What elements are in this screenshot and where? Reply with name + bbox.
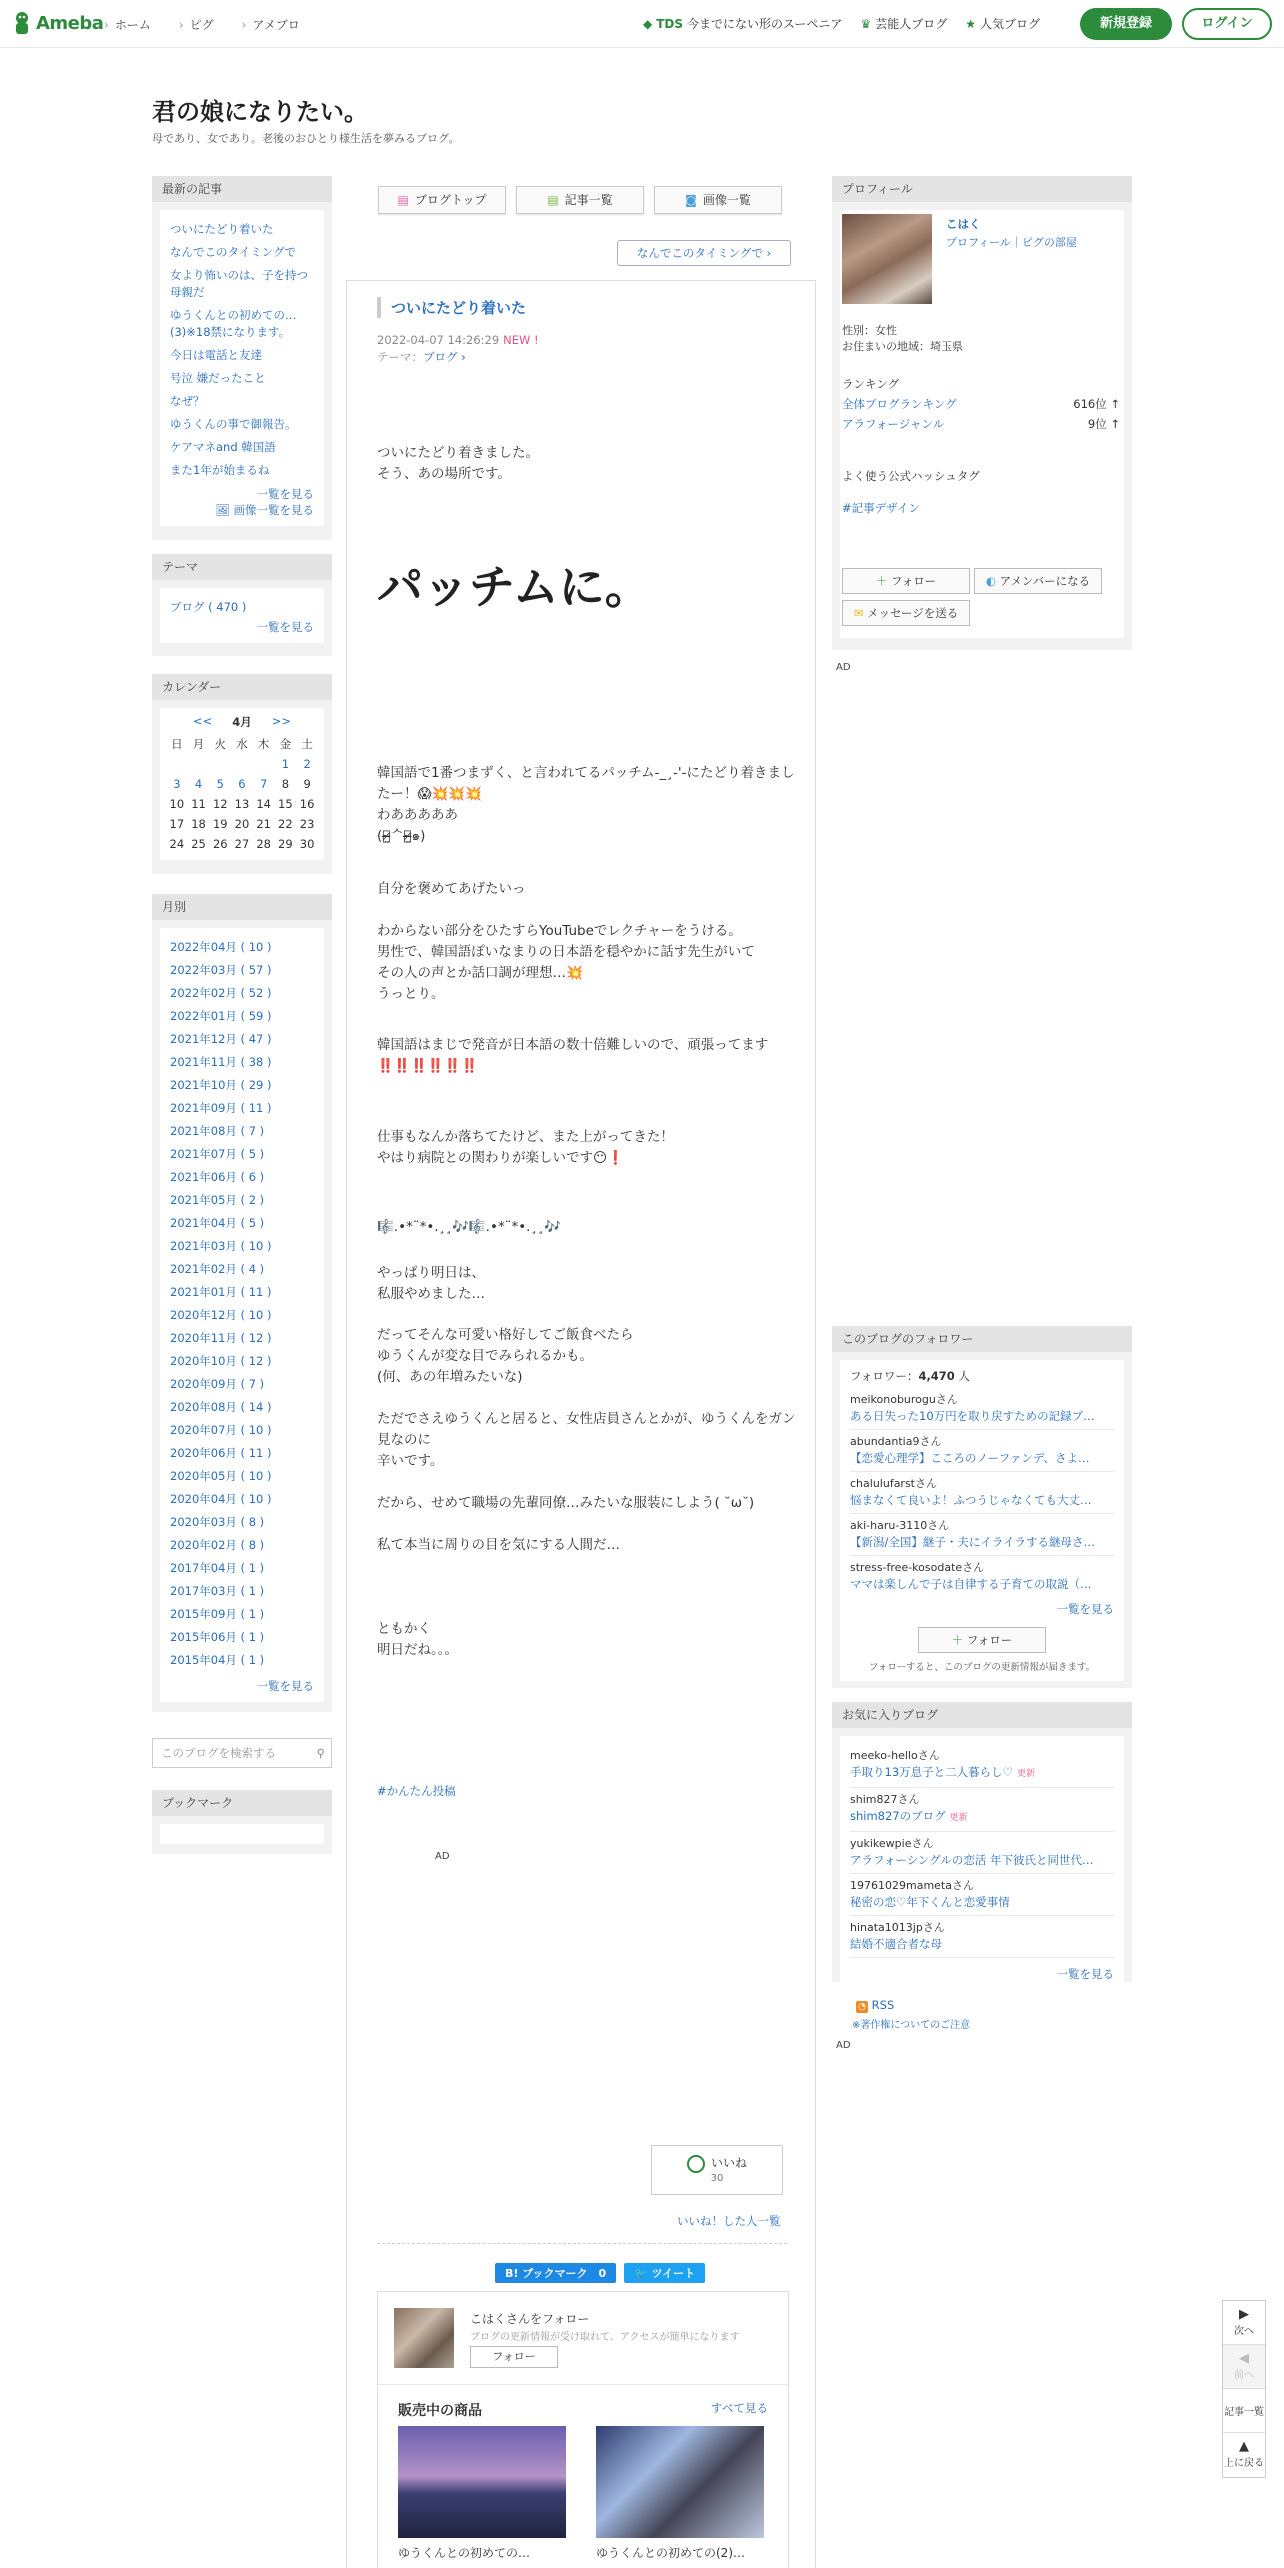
article-paragraph: ともかく 明日だね。。。 — [377, 1621, 458, 1658]
follower-item[interactable] — [850, 1472, 1114, 1514]
monthly-archive-link[interactable]: 2021年05月 ( 2 ) — [170, 1193, 265, 1207]
calendar-week — [166, 814, 318, 834]
monthly-archive-link[interactable]: 2021年08月 ( 7 ) — [170, 1124, 265, 1138]
divider — [378, 2384, 788, 2385]
follow-card-title: こはくさんをフォロー — [470, 2312, 590, 2326]
hatena-bookmark-button[interactable]: B! ブックマーク 0 — [495, 2263, 616, 2283]
product-image[interactable] — [398, 2426, 566, 2538]
ad-label: AD — [836, 2040, 851, 2051]
weekday: 土 — [301, 737, 313, 751]
ad-label: AD — [435, 1851, 450, 1862]
calendar-day: 27 — [234, 837, 250, 851]
monthly-archive-link[interactable]: 2020年11月 ( 12 ) — [170, 1331, 272, 1345]
popular-label: 人気ブログ — [979, 17, 1040, 31]
favorite-item[interactable] — [850, 1874, 1114, 1916]
monthly-archive-link[interactable]: 2022年02月 ( 52 ) — [170, 986, 272, 1000]
crown-icon: ♛ — [860, 16, 872, 31]
follow-button[interactable] — [918, 1627, 1046, 1653]
ranking-genre-value: 9位 ↑ — [1087, 417, 1120, 431]
calendar-day-link[interactable]: 3 — [173, 777, 181, 791]
favorite-title-row[interactable] — [850, 1808, 1114, 1827]
calendar-day: 10 — [169, 797, 185, 811]
favorite-item[interactable] — [850, 1916, 1114, 1958]
author-avatar[interactable] — [394, 2308, 454, 2368]
article-paragraph: 私て本当に周りの目を気にする人間だ… — [377, 1537, 620, 1553]
hashtag-label: よく使う公式ハッシュタグ — [842, 469, 980, 483]
followers-unit: 人 — [958, 1369, 970, 1383]
plus-icon: ＋ — [875, 574, 891, 588]
celeb-label: 芸能人ブログ — [875, 17, 948, 31]
monthly-archive-link[interactable]: 2020年10月 ( 12 ) — [170, 1354, 272, 1368]
logo-text: Ameba — [36, 12, 104, 34]
image-list-link[interactable] — [170, 502, 314, 518]
blog-title[interactable]: 君の娘になりたい。 — [152, 98, 368, 126]
image-list-label: 画像一覧を見る — [233, 503, 314, 517]
share-buttons — [495, 2263, 705, 2283]
article-paragraph: わからない部分をひたすらYouTubeでレクチャーをうける。 男性で、韓国語ぽいなまりの日本語を穏やかに話す先生がいて その人の声とか話口調が理想…💥 うっとり。 — [377, 923, 755, 1002]
date-text: 2022-04-07 14:26:29 — [377, 333, 500, 347]
like-button[interactable] — [651, 2145, 783, 2195]
nav-ameblo[interactable]: › アメブロ — [242, 16, 300, 33]
tds-tag: TDS — [656, 16, 684, 31]
list-icon: ▤ — [547, 193, 559, 207]
article — [346, 280, 816, 2568]
recent-posts-heading: 最新の記事 — [152, 176, 332, 202]
article-paragraph: だから、せめて職場の先輩同僚…みたいな服装にしよう( ˘ω˘) — [377, 1495, 755, 1511]
recent-posts-panel — [152, 176, 332, 540]
calendar-day: 12 — [212, 797, 228, 811]
calendar-day: 18 — [191, 817, 206, 831]
theme-more-link[interactable]: 一覧を見る — [256, 620, 314, 634]
calendar-day-link[interactable]: 1 — [281, 757, 290, 771]
blog-description: 母であり、女であり。老後のおひとり様生活を夢みるブログ。 — [152, 132, 460, 145]
plus-icon: ＋ — [951, 1633, 967, 1647]
products-see-all-link[interactable]: すべて見る — [710, 2401, 768, 2415]
ranking-label: ランキング — [842, 377, 900, 391]
article-paragraph: やっぱり明日は、 私服やめました… — [377, 1265, 485, 1302]
article-date — [377, 333, 539, 347]
theme-label: テーマ： — [377, 350, 423, 364]
article-list-button[interactable] — [1223, 2389, 1265, 2433]
follower-blog-title[interactable]: 悩まなくて良いよ！ふつうじゃなくても大丈… — [850, 1493, 1092, 1507]
ad-label: AD — [836, 662, 851, 673]
header-links — [643, 15, 1040, 32]
weekday: 木 — [257, 737, 270, 751]
followers-heading: このブログのフォロワー — [832, 1326, 1132, 1352]
follower-id: abundantia9さん — [850, 1435, 942, 1448]
prev-post-button[interactable] — [1223, 2345, 1265, 2389]
theme-panel — [152, 554, 332, 656]
calendar-day: 30 — [299, 837, 315, 851]
monthly-archive-link[interactable]: 2021年09月 ( 11 ) — [170, 1101, 272, 1115]
monthly-archive-link[interactable]: 2020年12月 ( 10 ) — [170, 1308, 272, 1322]
recent-post-link[interactable]: 号泣 嫌だったこと — [170, 371, 266, 385]
monthly-archive-link[interactable]: 2015年04月 ( 1 ) — [170, 1653, 265, 1667]
favorite-title[interactable]: 結婚不適合者な母 — [850, 1937, 942, 1951]
calendar-table — [166, 734, 318, 854]
follower-item[interactable] — [850, 1556, 1114, 1597]
chevron-right-icon: › — [461, 350, 466, 364]
calendar-day: 16 — [299, 797, 315, 811]
profile-link[interactable]: プロフィール｜ピグの部屋 — [946, 236, 1077, 249]
nav-home[interactable]: › ホーム — [104, 16, 151, 33]
global-header — [0, 0, 1284, 48]
prev-label: 前へ — [1234, 2370, 1254, 2381]
nav-pigg[interactable]: › ピグ — [179, 16, 214, 33]
monthly-archive-link[interactable]: 2022年04月 ( 10 ) — [170, 940, 272, 954]
favorite-id: meeko-helloさん — [850, 1749, 940, 1762]
calendar-day: 28 — [256, 837, 271, 851]
calendar-weekday-row — [166, 734, 318, 754]
weekday: 火 — [214, 737, 226, 751]
calendar-next[interactable]: >> — [271, 714, 292, 728]
favorite-id: hinata1013jpさん — [850, 1921, 945, 1934]
calendar-day: 21 — [256, 817, 271, 831]
new-badge: NEW ! — [503, 333, 539, 347]
calendar-heading: カレンダー — [152, 674, 332, 700]
tweet-button[interactable] — [624, 2263, 705, 2283]
recent-post-link[interactable]: 女より怖いのは、子を持つ母親だ — [170, 268, 308, 299]
weekday: 日 — [171, 737, 183, 751]
monthly-archive-panel — [152, 894, 332, 1712]
monthly-archive-link[interactable]: 2022年01月 ( 59 ) — [170, 1009, 272, 1023]
calendar-day: 26 — [212, 837, 228, 851]
triangle-up-icon: ▲ — [1239, 2439, 1249, 2454]
calendar-day — [209, 754, 231, 774]
tab-label: ブログトップ — [414, 193, 487, 207]
page-icon: ▤ — [397, 193, 409, 207]
article-paragraph: 自分を褒めてあげたいっ — [377, 881, 526, 897]
favorite-title[interactable]: 秘密の恋♡年下くんと恋愛事情 — [850, 1895, 1010, 1909]
search-icon[interactable]: ⚲ — [316, 1746, 325, 1760]
monthly-archive-link[interactable]: 2021年06月 ( 6 ) — [170, 1170, 265, 1184]
recent-post-link[interactable]: なんでこのタイミングで — [170, 245, 297, 259]
monthly-archive-link[interactable]: 2015年06月 ( 1 ) — [170, 1630, 265, 1644]
bookmark-heading: ブックマーク — [152, 1790, 332, 1816]
image-icon: 🖼 — [215, 503, 234, 517]
calendar-day: 17 — [169, 817, 185, 831]
theme-link[interactable]: ブログ — [423, 350, 458, 364]
calendar-day: 22 — [278, 817, 293, 831]
favorite-item[interactable] — [850, 1744, 1114, 1788]
recent-post-link[interactable]: ついにたどり着いた — [170, 222, 274, 236]
calendar-day-link[interactable]: 7 — [260, 777, 268, 791]
article-paragraph: だってそんな可愛い格好してご飯食べたら ゆうくんが変な目でみられるかも。 (何、あの年増みたいな) — [377, 1327, 634, 1385]
calendar-panel — [152, 674, 332, 874]
weekday: 月 — [192, 737, 205, 751]
ranking-overall-value: 616位 ↑ — [1073, 397, 1120, 411]
calendar-week — [166, 794, 318, 814]
favorite-id: shim827さん — [850, 1793, 920, 1806]
monthly-archive-link[interactable]: 2021年12月 ( 47 ) — [170, 1032, 272, 1046]
monthly-archive-link[interactable]: 2020年08月 ( 14 ) — [170, 1400, 272, 1414]
monthly-archive-link[interactable]: 2020年05月 ( 10 ) — [170, 1469, 272, 1483]
theme-item-link[interactable]: ブログ ( 470 ) — [170, 600, 247, 614]
profile-panel — [832, 176, 1132, 650]
monthly-archive-link[interactable]: 2017年04月 ( 1 ) — [170, 1561, 265, 1575]
header-link-celeb[interactable] — [860, 15, 947, 32]
follower-blog-title[interactable]: ある日失った10万円を取り戻すための記録ブ… — [850, 1409, 1095, 1423]
follow-label: フォロー — [890, 574, 937, 588]
monthly-archive-link[interactable]: 2021年07月 ( 5 ) — [170, 1147, 265, 1161]
copyright-notice-link[interactable]: ※著作権についてのご注意 — [852, 2020, 971, 2031]
blog-tabs — [378, 186, 782, 214]
like-row — [652, 2154, 782, 2173]
calendar-week — [166, 754, 318, 774]
list-label: 記事一覧 — [1224, 2407, 1264, 2418]
amember-button[interactable] — [974, 568, 1102, 594]
calendar-day-link[interactable]: 6 — [238, 777, 246, 791]
recent-post-link[interactable]: ゆうくんの事で御報告。 — [170, 417, 297, 431]
register-button[interactable]: 新規登録 — [1080, 8, 1172, 40]
monthly-archive-link[interactable]: 2020年04月 ( 10 ) — [170, 1492, 272, 1506]
recent-more-link[interactable]: 一覧を見る — [256, 487, 314, 501]
calendar-day: 15 — [278, 797, 293, 811]
triangle-right-icon: ▶ — [1239, 2307, 1249, 2322]
monthly-more-link[interactable]: 一覧を見る — [256, 1679, 314, 1693]
rss-icon: ◔ — [856, 2001, 868, 2013]
calendar-day — [231, 754, 253, 774]
article-paragraph: 🎼.•*¨*•.¸¸🎶🎼.•*¨*•.¸¸🎶 — [377, 1219, 561, 1235]
header-link-tds[interactable] — [643, 15, 842, 32]
monthly-archive-link[interactable]: 2020年07月 ( 10 ) — [170, 1423, 272, 1437]
calendar-day: 9 — [303, 777, 311, 791]
like-count: 30 — [710, 2172, 724, 2184]
article-heading-large: パッチムに。 — [377, 560, 651, 614]
follower-blog-title[interactable]: 【新潟/全国】継子・夫にイライラする継母さ… — [850, 1535, 1096, 1549]
article-title[interactable]: ついにたどり着いた — [377, 297, 526, 318]
floating-side-nav — [1222, 2300, 1266, 2478]
calendar-body — [160, 708, 324, 860]
followers-count-row — [850, 1368, 1114, 1384]
calendar-week — [166, 774, 318, 794]
favorite-blogs-panel — [832, 1702, 1132, 1982]
favorite-title-row[interactable] — [850, 1764, 1114, 1783]
article-hashtag[interactable]: #かんたん投稿 — [377, 1784, 456, 1798]
calendar-day: 23 — [299, 817, 315, 831]
monthly-archive-link[interactable]: 2021年01月 ( 11 ) — [170, 1285, 272, 1299]
follower-id: aki-haru-3110さん — [850, 1519, 950, 1532]
calendar-day: 11 — [191, 797, 206, 811]
favorites-heading: お気に入りブログ — [832, 1702, 1132, 1728]
follow-button[interactable] — [842, 568, 970, 594]
tab-article-list[interactable] — [516, 186, 644, 214]
calendar-day: 8 — [281, 777, 290, 791]
followers-more-link[interactable]: 一覧を見る — [1056, 1602, 1114, 1616]
follower-id: stress-free-kosodateさん — [850, 1561, 985, 1574]
followers-count: 4,470 — [918, 1369, 955, 1383]
official-hashtag-link[interactable]: #記事デザイン — [842, 501, 920, 515]
article-paragraph: 韓国語はまじで発音が日本語の数十倍難しいので、頑張ってます ‼️‼️‼️‼️‼️‼️ — [377, 1037, 769, 1074]
calendar-day-link[interactable]: 5 — [216, 777, 224, 791]
favorites-more-link[interactable]: 一覧を見る — [1056, 1967, 1114, 1981]
monthly-archive-link[interactable]: 2021年11月 ( 38 ) — [170, 1055, 272, 1069]
like-label: いいね — [710, 2156, 747, 2170]
recent-post-link[interactable]: 今日は電話と友達 — [170, 348, 262, 362]
monthly-list — [160, 928, 324, 1702]
favorite-id: 19761029mametaさん — [850, 1879, 974, 1892]
recent-post-link[interactable]: なぜ？ — [170, 394, 205, 408]
blog-search-input[interactable] — [152, 1738, 332, 1768]
rss-label: RSS — [871, 1998, 895, 2012]
followers-body — [840, 1360, 1124, 1681]
article-paragraph: ついにたどり着きました。 そう、あの場所です。 — [377, 445, 539, 482]
next-label: 次へ — [1234, 2326, 1254, 2337]
triangle-left-icon: ◀ — [1239, 2351, 1249, 2366]
calendar-day: 19 — [212, 817, 228, 831]
monthly-archive-link[interactable]: 2020年09月 ( 7 ) — [170, 1377, 265, 1391]
favorite-title: 手取り13万息子と二人暮らし♡ — [850, 1765, 1013, 1779]
message-label: メッセージを送る — [866, 606, 959, 620]
search-placeholder: このブログを検索する — [161, 1746, 276, 1760]
tds-label: 今までにない形のスーペニア — [687, 17, 843, 31]
calendar-day — [188, 754, 210, 774]
calendar-day: 29 — [278, 837, 293, 851]
updated-badge: 更新 — [949, 1813, 968, 1823]
chevron-right-icon: › — [766, 246, 772, 260]
monthly-archive-link[interactable]: 2015年09月 ( 1 ) — [170, 1607, 265, 1621]
favorite-item[interactable] — [850, 1832, 1114, 1874]
ranking-overall-link[interactable]: 全体ブログランキング — [842, 397, 957, 411]
monthly-heading: 月別 — [152, 894, 332, 920]
calendar-nav — [166, 714, 318, 730]
favorite-id: yukikewpieさん — [850, 1837, 934, 1850]
calendar-week — [166, 834, 318, 854]
favorites-body — [840, 1736, 1124, 1990]
follow-label: フォロー — [966, 1633, 1013, 1647]
article-paragraph: 韓国語で1番つまずく、と言われてるパッチム-_¸-'-にたどり着きましたー！😱💥💥💥 わあああああ (ㅇ̴̶̷̤ᄉㅇ̴̶̷̤๑) — [377, 765, 795, 844]
follower-id: meikonoburoguさん — [850, 1393, 958, 1406]
ranking-genre-link[interactable]: アラフォージャンル — [842, 417, 945, 431]
diamond-icon: ◆ — [643, 16, 653, 31]
bookmark-body — [160, 1824, 324, 1844]
monthly-archive-link[interactable]: 2022年03月 ( 57 ) — [170, 963, 272, 977]
login-button[interactable]: ログイン — [1182, 8, 1272, 40]
monthly-archive-link[interactable]: 2021年10月 ( 29 ) — [170, 1078, 272, 1092]
favorite-title: shim827のブログ — [850, 1809, 946, 1823]
recent-post-link[interactable]: ゆうくんとの初めての…(3)※18禁になります。 — [170, 308, 297, 339]
follower-blog-title[interactable]: ママは楽しんで子は自律する子育ての取説（… — [850, 1577, 1092, 1591]
ameba-logo[interactable] — [12, 10, 103, 36]
next-post-button[interactable] — [1223, 2301, 1265, 2345]
product-title[interactable]: ゆうくんとの初めての(2)… — [596, 2546, 745, 2560]
star-icon: ★ — [965, 16, 976, 31]
twitter-icon: 🐦 — [634, 2267, 652, 2280]
tweet-label: ツイート — [651, 2267, 696, 2280]
calendar-month: 4月 — [232, 715, 252, 729]
favorite-title[interactable]: アラフォーシングルの恋活 年下彼氏と同世代… — [850, 1853, 1094, 1867]
recent-post-link[interactable]: ケアマネand 韓国語 — [170, 440, 276, 454]
calendar-day-link[interactable]: 4 — [194, 777, 203, 791]
follow-card-subtitle: ブログの更新情報が受け取れて、アクセスが簡単になります — [470, 2332, 740, 2343]
calendar-day — [253, 754, 275, 774]
recent-post-link[interactable]: また1年が始まるね — [170, 463, 270, 477]
updated-badge: 更新 — [1016, 1769, 1035, 1779]
follow-note: フォローすると、このブログの更新情報が届きます。 — [868, 1662, 1096, 1673]
back-to-top-button[interactable] — [1223, 2433, 1265, 2477]
tab-image-list[interactable] — [654, 186, 782, 214]
tab-label: 記事一覧 — [564, 193, 613, 207]
smile-icon — [687, 2155, 705, 2173]
calendar-day — [166, 754, 188, 774]
theme-list — [160, 588, 324, 643]
envelope-icon: ✉ — [853, 606, 867, 620]
like-list-link[interactable]: いいね！した人一覧 — [677, 2214, 781, 2228]
follower-item[interactable] — [850, 1430, 1114, 1472]
calendar-day: 13 — [234, 797, 250, 811]
calendar-day: 14 — [256, 797, 271, 811]
profile-avatar[interactable] — [842, 214, 932, 304]
profile-heading: プロフィール — [832, 176, 1132, 202]
next-article-label: なんでこのタイミングで — [636, 246, 763, 260]
follower-blog-title[interactable]: 【恋愛心理学】こころのノーファンデ、さよ… — [850, 1451, 1090, 1465]
followers-panel — [832, 1326, 1132, 1688]
favorite-item[interactable] — [850, 1788, 1114, 1832]
followers-count-label: フォロワー： — [850, 1369, 919, 1383]
bookmark-panel — [152, 1790, 332, 1854]
monthly-archive-link[interactable]: 2020年02月 ( 8 ) — [170, 1538, 265, 1552]
top-label: 上に戻る — [1224, 2458, 1264, 2469]
monthly-archive-link[interactable]: 2020年06月 ( 11 ) — [170, 1446, 272, 1460]
divider — [377, 2243, 787, 2244]
follow-card — [377, 2291, 789, 2568]
article-paragraph: 仕事もなんか落ちてたけど、また上がってきた！ やはり病院との関わりが楽しいです😶❗ — [377, 1129, 674, 1166]
message-button[interactable] — [842, 600, 970, 626]
monthly-archive-link[interactable]: 2021年03月 ( 10 ) — [170, 1239, 272, 1253]
calendar-day-link[interactable]: 2 — [303, 757, 311, 771]
profile-body — [840, 210, 1124, 638]
calendar-day: 25 — [191, 837, 206, 851]
recent-posts-list — [160, 210, 324, 526]
article-theme — [377, 349, 466, 365]
tab-blog-top[interactable] — [378, 186, 506, 214]
amember-label: アメンバーになる — [999, 574, 1091, 588]
follow-button[interactable]: フォロー — [470, 2346, 558, 2368]
rss-link[interactable] — [856, 1998, 894, 2013]
follower-id: chalulufarstさん — [850, 1477, 937, 1490]
weekday: 金 — [279, 737, 292, 751]
member-icon: ◐ — [985, 574, 1000, 588]
article-paragraph: ただでさえゆうくんと居ると、女性店員さんとかが、ゆうくんをガン見なのに 辛いです。 — [377, 1411, 796, 1469]
monthly-archive-link[interactable]: 2021年02月 ( 4 ) — [170, 1262, 265, 1276]
product-title[interactable]: ゆうくんとの初めての… — [398, 2546, 531, 2560]
monthly-archive-link[interactable]: 2017年03月 ( 1 ) — [170, 1584, 265, 1598]
camera-icon: ◙ — [685, 193, 697, 207]
header-link-popular[interactable] — [965, 15, 1040, 32]
tab-label: 画像一覧 — [702, 193, 751, 207]
theme-heading: テーマ — [152, 554, 332, 580]
follower-item[interactable] — [850, 1388, 1114, 1430]
products-heading: 販売中の商品 — [398, 2403, 482, 2419]
monthly-archive-link[interactable]: 2021年04月 ( 5 ) — [170, 1216, 265, 1230]
follower-item[interactable] — [850, 1514, 1114, 1556]
top-nav — [104, 16, 300, 33]
calendar-day: 24 — [169, 837, 185, 851]
ameba-mascot-icon — [12, 10, 32, 36]
calendar-prev[interactable]: << — [192, 714, 213, 728]
profile-area: お住まいの地域：埼玉県 — [842, 340, 963, 353]
calendar-day: 20 — [234, 817, 250, 831]
profile-name[interactable]: こはく — [946, 217, 981, 231]
monthly-archive-link[interactable]: 2020年03月 ( 8 ) — [170, 1515, 265, 1529]
product-image[interactable] — [596, 2426, 764, 2538]
next-article-button[interactable] — [617, 240, 791, 266]
weekday: 水 — [236, 737, 248, 751]
profile-gender: 性別：女性 — [842, 324, 897, 337]
